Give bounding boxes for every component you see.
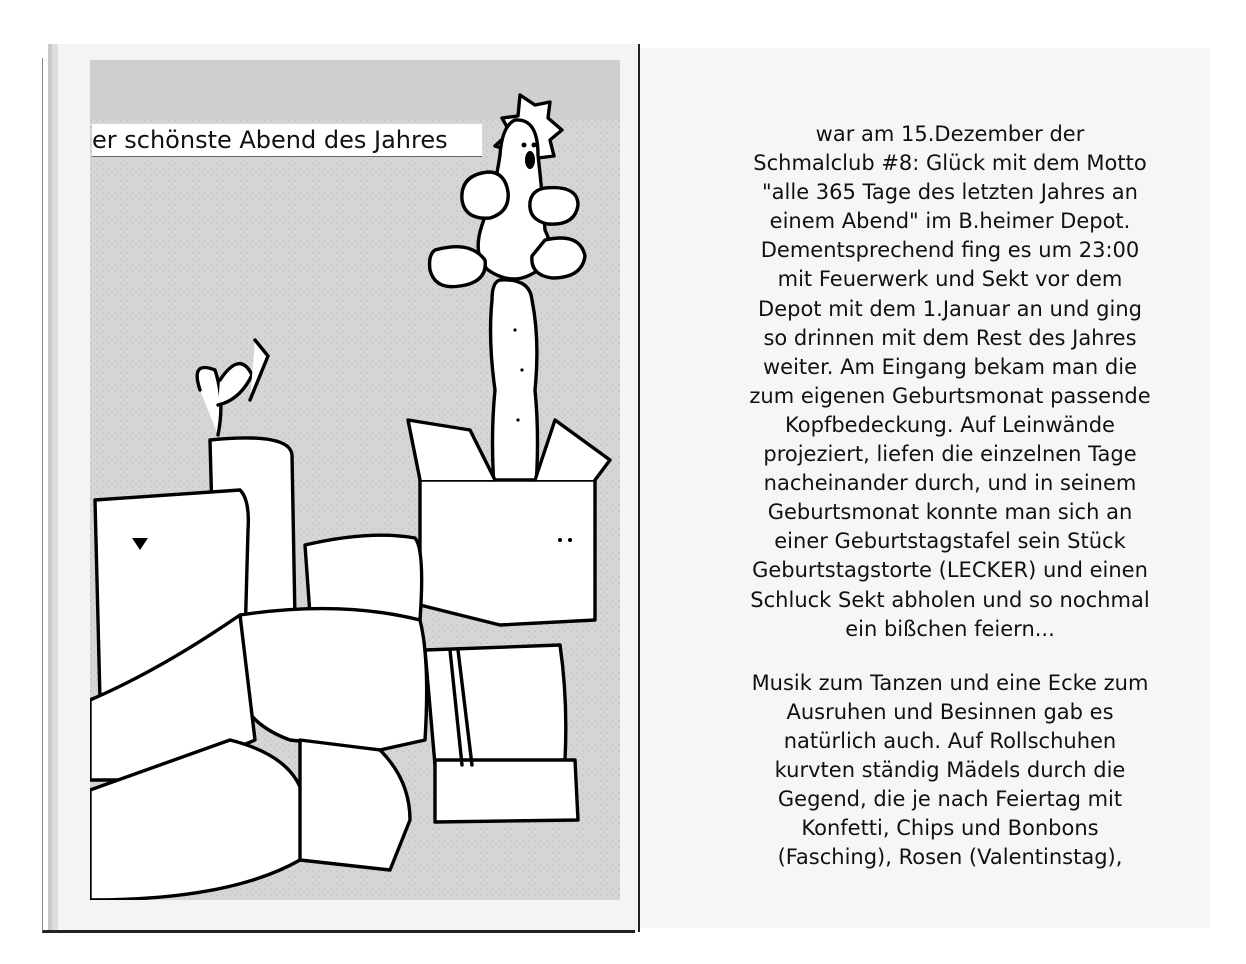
body-text — [725, 120, 1175, 872]
illustration-area — [90, 60, 620, 900]
paragraph-1: war am 15.Dezember der Schmalclub #8: Glück mit dem Motto "alle 365 Tage des letzten Jahres an einem Abend" im B.heimer Depot. Dementsprechend fing es um 23:00 mit Feuerwerk und Sekt vor dem Depot mit dem 1.Januar an und ging so drinnen mit dem Rest des Jahres weiter. Am Eingang bekam man die zum eigenen Geburtsmonat passende Kopfbedeckung. Auf Leinwände projeziert, liefen die einzelnen Tage nacheinander durch, und in seinem Geburtsmonat konnte man sich an einer Geburtstagstafel sein Stück Geburtstagstorte (LECKER) und einen Schluck Sekt abholen und so nochmal ein bißchen feiern... — [749, 122, 1151, 641]
headline: er schönste Abend des Jahres — [92, 124, 482, 157]
paragraph-2: Musik zum Tanzen und eine Ecke zum Ausruhen und Besinnen gab es natürlich auch. Auf Rollschuhen kurvten ständig Mädels durch die Gegend, die je nach Feiertag mit Konfetti, Chips und Bonbons (Fasching), Rosen (Valentinstag), — [751, 670, 1149, 870]
gift-boxes-illustration — [90, 60, 620, 900]
